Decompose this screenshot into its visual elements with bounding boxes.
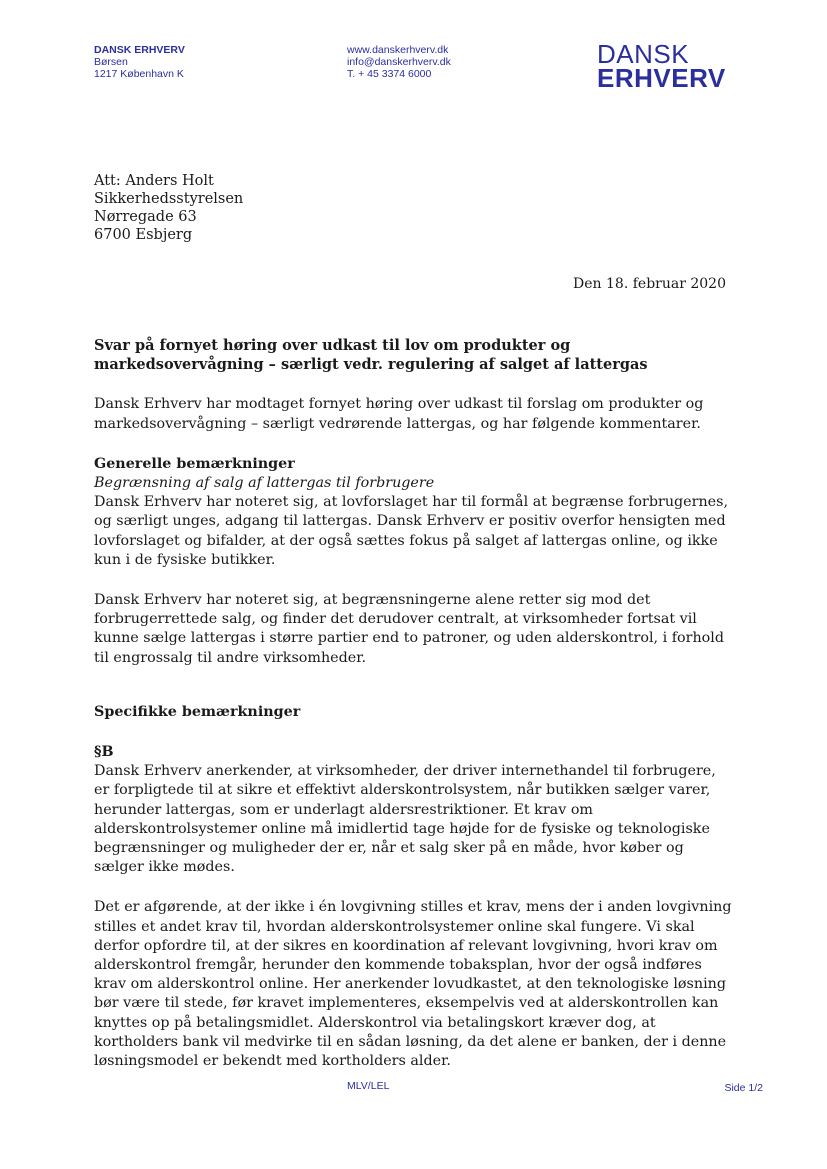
email-link[interactable]: info@danskerhverv.dk [347,56,451,68]
company-logo [597,39,726,93]
general-heading: Generelle bemærkninger [94,455,295,472]
logo-line-2: ERHVERV [597,63,726,93]
logo-line-1: DANSK [597,39,690,69]
section-heading: §B [94,744,114,761]
sender-street: Børsen [94,56,128,68]
letter-body [94,336,734,1071]
letter-date: Den 18. februar 2020 [573,276,726,292]
specific-paragraph-1: Dansk Erhverv anerkender, at virksomheder, der driver internethandel til forbrugere, er forpligtede til at sikre et effektivt alderskontrolsystem, når butikken sælger varer, herunder lattergas, som er underlagt aldersrestriktioner. Et krav om alderskontrolsystemer online må imidlertid tage højde for de fysiske og teknologiske begrænsninger og muligheder der er, når et salg sker på en måde, hvor køber og sælger ikke mødes. [94,763,716,876]
phone-number: T. + 45 3374 6000 [347,68,432,80]
recipient-attention: Att: Anders Holt [94,173,214,189]
general-subheading: Begrænsning af salg af lattergas til forbrugere [94,475,435,492]
specific-paragraph-2: Det er afgørende, at der ikke i én lovgivning stilles et krav, mens der i anden lovgivning stilles et andet krav til, hvordan alderskontrolsystemer online skal fungere. Vi skal derfor opfordre til, at der sikres en koordination af relevant lovgivning, hvori krav om alderskontrol fremgår, herunder den kommende tobaksplan, hvor der også indføres krav om alderskontrol online. Her anerkender lovudkastet, at den teknologiske løsning bør være til stede, før kravet implementeres, eksempelvis ved at alderskontrollen kan knyttes op på betalingsmidlet. Alderskontrol via betalingskort kræver dog, at kortholders bank vil medvirke til en sådan løsning, da det alene er banken, der i denne løsningsmodel er bekendt med kortholders alder. [94,899,732,1070]
letter-title: Svar på fornyet høring over udkast til lov om produkter og markedsovervågning – særligt vedr. regulering af salget af lattergas [94,337,648,374]
sender-name: DANSK ERHVERV [94,44,185,56]
sender-contact [347,44,451,80]
sender-address [94,44,185,80]
footer-reference: MLV/LEL [347,1080,390,1092]
general-paragraph-2: Dansk Erhverv har noteret sig, at begrænsningerne alene retter sig mod det forbrugerrettede salg, og finder det derudover centralt, at virksomheder fortsat vil kunne sælge lattergas i større partier end to patroner, og uden alderskontrol, i forhold til engrossalg til andre virksomheder. [94,592,725,666]
recipient-city: 6700 Esbjerg [94,227,193,243]
website-link[interactable]: www.danskerhverv.dk [347,44,449,56]
recipient-organization: Sikkerhedsstyrelsen [94,191,244,207]
page-number: Side 1/2 [724,1082,763,1094]
recipient-address [94,172,243,244]
sender-city: 1217 København K [94,68,184,80]
specific-heading: Specifikke bemærkninger [94,703,301,720]
general-paragraph-1: Dansk Erhverv har noteret sig, at lovforslaget har til formål at begrænse forbrugernes, og særligt unges, adgang til lattergas. Dansk Erhverv er positiv overfor hensigten med lovforslaget og bifalder, at der også sættes fokus på salget af lattergas online, og ikke kun i de fysiske butikker. [94,494,729,568]
recipient-street: Nørregade 63 [94,209,197,225]
intro-paragraph: Dansk Erhverv har modtaget fornyet høring over udkast til forslag om produkter og markedsovervågning – særligt vedrørende lattergas, og har følgende kommentarer. [94,396,704,432]
